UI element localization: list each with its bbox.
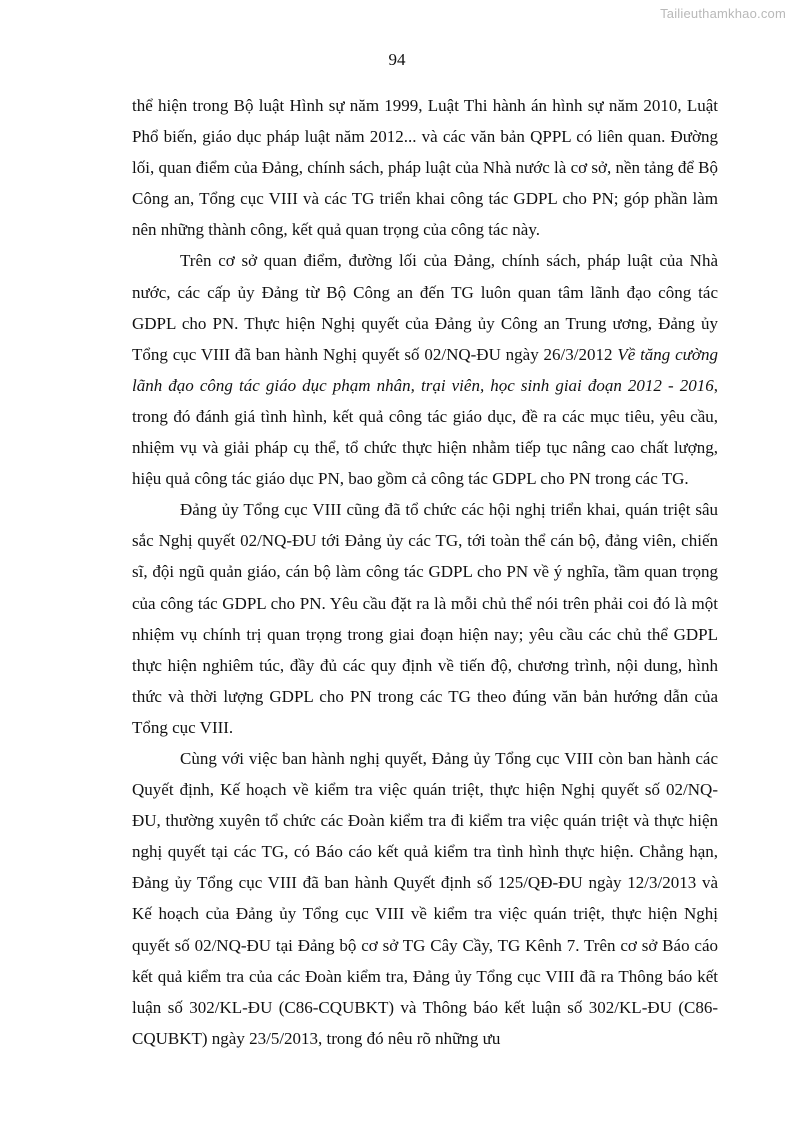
paragraph-2 [132,245,718,494]
paragraph-4: Cùng với việc ban hành nghị quyết, Đảng ủy Tổng cục VIII còn ban hành các Quyết định, Kế hoạch về kiểm tra việc quán triệt, thực hiện Nghị quyết số 02/NQ-ĐU, thường xuyên tổ chức các Đoàn kiểm tra đi kiểm tra việc quán triệt và thực hiện nghị quyết tại các TG, có Báo cáo kết quả kiểm tra tình hình thực hiện. Chẳng hạn, Đảng ủy Tổng cục VIII đã ban hành Quyết định số 125/QĐ-ĐU ngày 12/3/2013 và Kế hoạch của Đảng ủy Tổng cục VIII về kiểm tra việc quán triệt, thực hiện Nghị quyết số 02/NQ-ĐU tại Đảng bộ cơ sở TG Cây Cầy, TG Kênh 7. Trên cơ sở Báo cáo kết quả kiểm tra của các Đoàn kiểm tra, Đảng ủy Tổng cục VIII đã ra Thông báo kết luận số 302/KL-ĐU (C86-CQUBKT) và Thông báo kết luận số 302/KL-ĐU (C86-CQUBKT) ngày 23/5/2013, trong đó nêu rõ những ưu [132,748,718,1048]
paragraph-2-text-before: Trên cơ sở quan điểm, đường lối của Đảng, chính sách, pháp luật của Nhà nước, các cấp ủy Đảng từ Bộ Công an đến TG luôn quan tâm lãnh đạo công tác GDPL cho PN. Thực hiện Nghị quyết của Đảng ủy Công an Trung ương, Đảng ủy Tổng cục VIII đã ban hành Nghị quyết số 02/NQ-ĐU ngày 26/3/2012 [132,251,718,364]
paragraph-3: Đảng ủy Tổng cục VIII cũng đã tổ chức các hội nghị triển khai, quán triệt sâu sắc Nghị quyết 02/NQ-ĐU tới Đảng ủy các TG, tới toàn thể cán bộ, đảng viên, chiến sĩ, đội ngũ quản giáo, cán bộ làm công tác GDPL cho PN về ý nghĩa, tầm quan trọng của công tác GDPL cho PN. Yêu cầu đặt ra là mỗi chủ thể nói trên phải coi đó là một nhiệm vụ chính trị quan trọng trong giai đoạn hiện nay; yêu cầu các chủ thể GDPL thực hiện nghiêm túc, đầy đủ các quy định về tiến độ, chương trình, nội dung, hình thức và thời lượng GDPL cho PN trong các TG theo đúng văn bản hướng dẫn của Tổng cục VIII. [132,500,718,737]
document-body [132,90,718,1054]
resolution-title-italic: Về tăng cường lãnh đạo công tác giáo dục phạm nhân, trại viên, học sinh giai đoạn 2012 - 2016 [132,344,719,395]
page-number: 94 [388,50,406,69]
paragraph-1: thể hiện trong Bộ luật Hình sự năm 1999, Luật Thi hành án hình sự năm 2010, Luật Phổ biến, giáo dục pháp luật năm 2012... và các văn bản QPPL có liên quan. Đường lối, quan điểm của Đảng, chính sách, pháp luật của Nhà nước là cơ sở, nền tảng để Bộ Công an, Tổng cục VIII và các TG triển khai công tác GDPL cho PN; góp phần làm nên những thành công, kết quả quan trọng của công tác này. [132,96,718,240]
paragraph-2-text-after: , trong đó đánh giá tình hình, kết quả công tác giáo dục, đề ra các mục tiêu, yêu cầu, nhiệm vụ và giải pháp cụ thể, tổ chức thực hiện nhằm tiếp tục nâng cao chất lượng, hiệu quả công tác giáo dục PN, bao gồm cả công tác GDPL cho PN trong các TG. [132,375,718,489]
watermark: Tailieuthamkhao.com [660,6,786,21]
